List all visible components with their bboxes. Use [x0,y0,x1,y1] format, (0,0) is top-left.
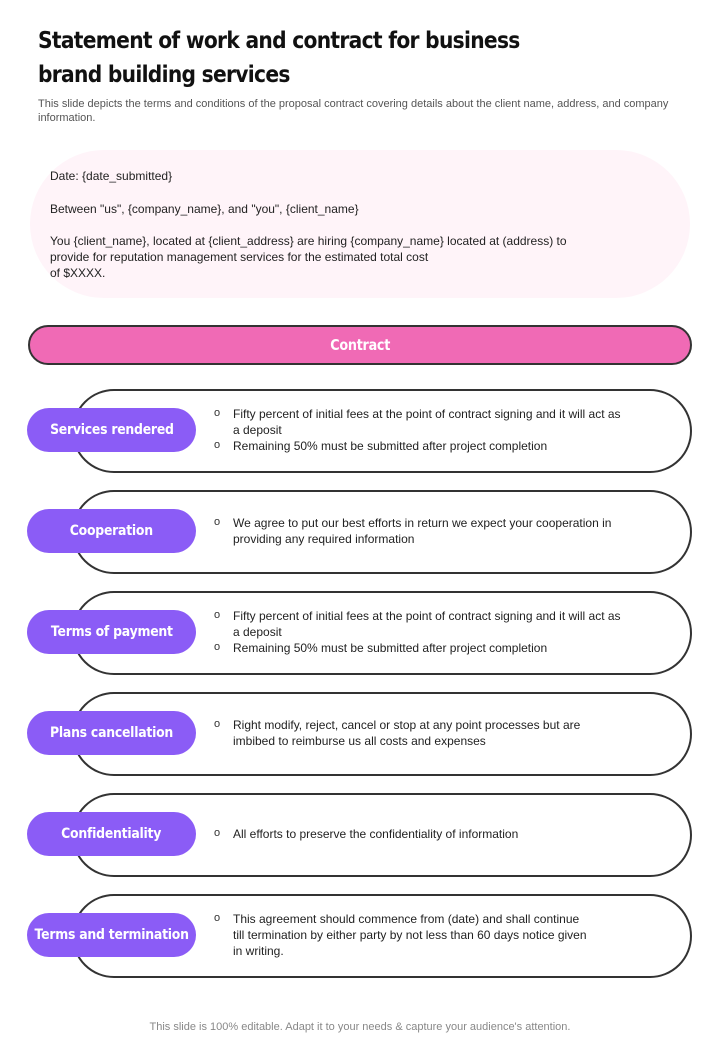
intro-date: Date: {date_submitted} [50,169,173,183]
section-bullet-list [233,911,665,959]
section-bullet-item [233,717,665,749]
section-bullet-item [233,406,665,438]
intro-between: Between "us", {company_name}, and "you", {client_name} [50,202,359,216]
section-label-pill [27,812,196,856]
section-bullet-item [233,640,665,656]
section-bullet-item [233,608,665,640]
section-label: Cooperation [69,523,154,539]
page-subtitle: This slide depicts the terms and conditions of the proposal contract covering details about the client name, address, and company information. [38,98,669,124]
section-label-pill [27,711,196,755]
section-bullet-list [233,515,665,547]
section-label-pill [27,408,196,452]
bullet-line: providing any required information [233,532,415,546]
section-row [0,490,720,574]
bullet-line: o Remaining 50% must be submitted after project completion [233,641,548,655]
bullet-line: till termination by either party by not less than 60 days notice given [233,928,587,942]
bullet-line: o Fifty percent of initial fees at the point of contract signing and it will act as [233,407,621,421]
section-label: Terms of payment [50,624,173,640]
section-bullet-item [233,515,665,547]
footer-note: This slide is 100% editable. Adapt it to your needs & capture your audience's attention. [149,1021,571,1033]
intro-body-line: provide for reputation management services for the estimated total cost [50,250,429,264]
bullet-line: imbibed to reimburse us all costs and expenses [233,734,486,748]
bullet-line: a deposit [233,625,282,639]
bullet-line: o This agreement should commence from (date) and shall continue [233,912,580,926]
section-label-pill [27,509,196,553]
section-bullet-list [233,608,665,656]
section-row [0,389,720,473]
section-bullet-item [233,826,665,842]
section-label-pill [27,913,196,957]
section-row [0,692,720,776]
section-label: Confidentiality [61,826,162,842]
bullet-line: o All efforts to preserve the confidentiality of information [233,827,519,841]
section-label-pill [27,610,196,654]
section-label: Plans cancellation [49,725,174,741]
contract-header-bar [28,325,692,365]
section-row [0,793,720,877]
bullet-line: o Fifty percent of initial fees at the point of contract signing and it will act as [233,609,621,623]
section-bullet-list [233,717,665,749]
bullet-line: a deposit [233,423,282,437]
page-title: Statement of work and contract for business brand building services [38,28,520,88]
bullet-line: in writing. [233,944,284,958]
bullet-line: o We agree to put our best efforts in return we expect your cooperation in [233,516,612,530]
section-row [0,591,720,675]
section-bullet-list [233,826,665,842]
section-label: Terms and termination [34,927,189,943]
section-row [0,894,720,978]
section-bullet-item [233,438,665,454]
section-bullet-list [233,406,665,454]
intro-body-line: You {client_name}, located at {client_address} are hiring {company_name} located at (address) to [50,234,567,248]
intro-body-line: of $XXXX. [50,266,106,280]
section-label: Services rendered [49,422,174,438]
bullet-line: o Right modify, reject, cancel or stop at any point processes but are [233,718,581,732]
section-bullet-item [233,911,665,959]
bullet-line: o Remaining 50% must be submitted after project completion [233,439,548,453]
contract-header-label: Contract [330,336,390,354]
